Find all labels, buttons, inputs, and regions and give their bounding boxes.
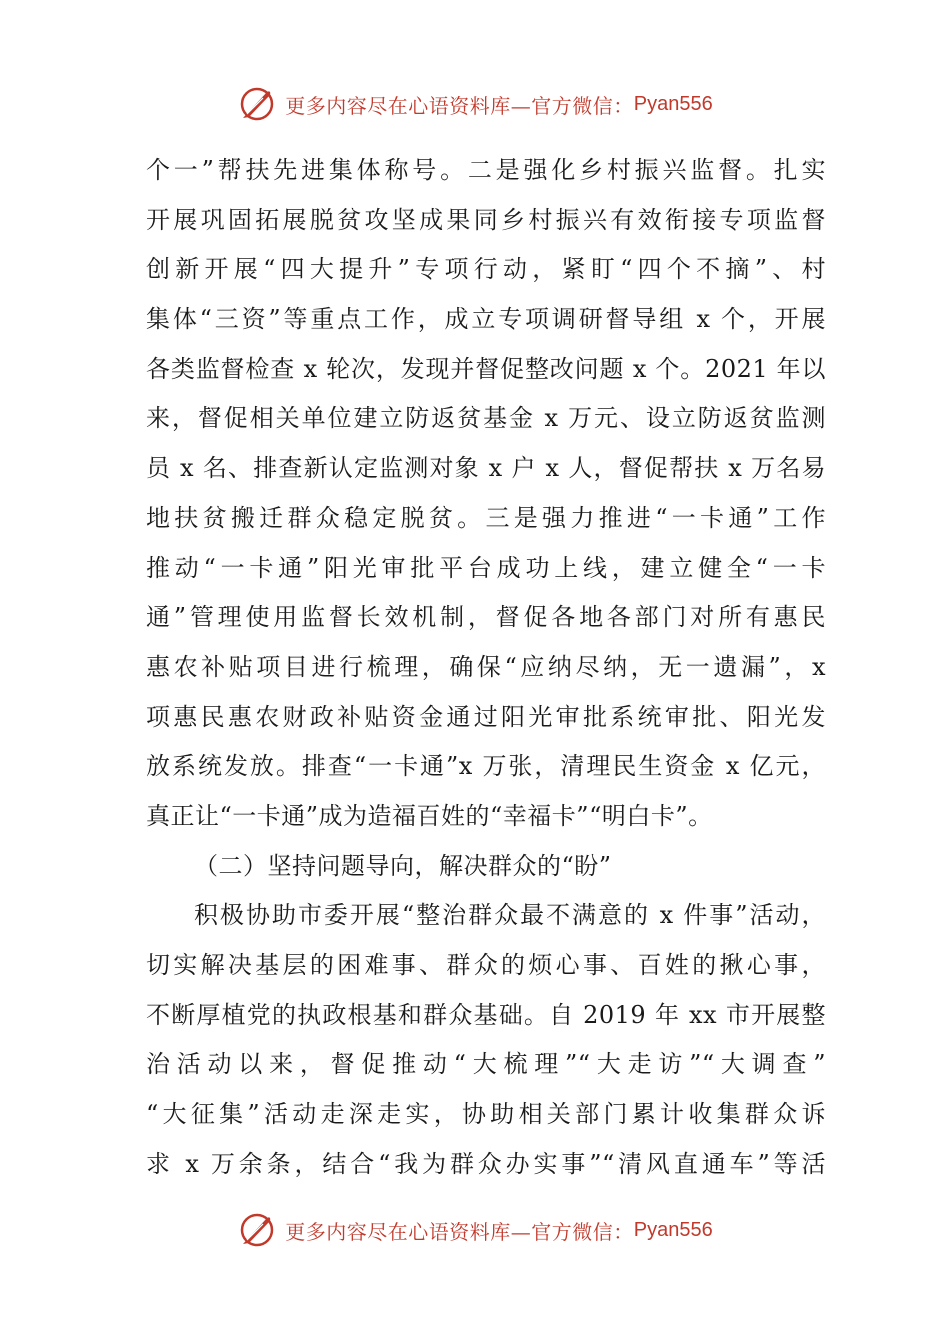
header-wechat-id: Pyan556 xyxy=(633,92,713,115)
body-line: 推动“一卡通”阳光审批平台成功上线，建立健全“一卡 xyxy=(146,553,826,582)
body-line: 集体“三资”等重点工作，成立专项调研督导组 x 个，开展 xyxy=(146,305,826,334)
section-heading: （二）坚持问题导向，解决群众的“盼” xyxy=(194,851,612,880)
body-line: 创新开展“四大提升”专项行动，紧盯“四个不摘”、村 xyxy=(146,255,826,284)
body-line: 切实解决基层的困难事、群众的烦心事、百姓的揪心事， xyxy=(146,951,826,979)
quill-logo-icon xyxy=(237,1210,277,1250)
header-banner xyxy=(0,82,950,126)
body-line: “大征集”活动走深走实，协助相关部门累计收集群众诉 xyxy=(146,1100,826,1129)
body-line: 个一”帮扶先进集体称号。二是强化乡村振兴监督。扎实 xyxy=(146,156,826,184)
footer-banner-text: 更多内容尽在心语资料库—官方微信： xyxy=(285,1219,634,1244)
body-line: 惠农补贴项目进行梳理，确保“应纳尽纳，无一遗漏”，x xyxy=(146,652,826,681)
body-line: 不断厚植党的执政根基和群众基础。自 2019 年 xx 市开展整 xyxy=(146,1000,826,1029)
body-line: 来，督促相关单位建立防返贫基金 x 万元、设立防返贫监测 xyxy=(146,404,826,433)
document-body xyxy=(146,146,826,1189)
body-line: 项惠民惠农财政补贴资金通过阳光审批系统审批、阳光发 xyxy=(146,702,826,731)
quill-logo-icon xyxy=(237,84,277,124)
body-line: 各类监督检查 x 轮次，发现并督促整改问题 x 个。2021 年以 xyxy=(146,354,826,383)
footer-banner xyxy=(0,1208,950,1252)
body-line: 开展巩固拓展脱贫攻坚成果同乡村振兴有效衔接专项监督 xyxy=(146,205,826,234)
body-line: 治活动以来，督促推动“大梳理”“大走访”“大调查” xyxy=(146,1050,826,1079)
body-line: 通”管理使用监督长效机制，督促各地各部门对所有惠民 xyxy=(146,603,826,632)
body-line: 员 x 名、排查新认定监测对象 x 户 x 人，督促帮扶 x 万名易 xyxy=(146,454,826,483)
body-line: 放系统发放。排查“一卡通”x 万张，清理民生资金 x 亿元， xyxy=(146,752,826,781)
header-banner-text: 更多内容尽在心语资料库—官方微信： xyxy=(285,93,634,118)
body-line: 真正让“一卡通”成为造福百姓的“幸福卡”“明白卡”。 xyxy=(146,801,713,830)
footer-wechat-id: Pyan556 xyxy=(633,1218,713,1241)
body-line: 求 x 万余条，结合“我为群众办实事”“清风直通车”等活 xyxy=(146,1149,826,1178)
body-line: 地扶贫搬迁群众稳定脱贫。三是强力推进“一卡通”工作 xyxy=(146,503,826,532)
body-line: 积极协助市委开展“整治群众最不满意的 x 件事”活动， xyxy=(194,901,826,930)
